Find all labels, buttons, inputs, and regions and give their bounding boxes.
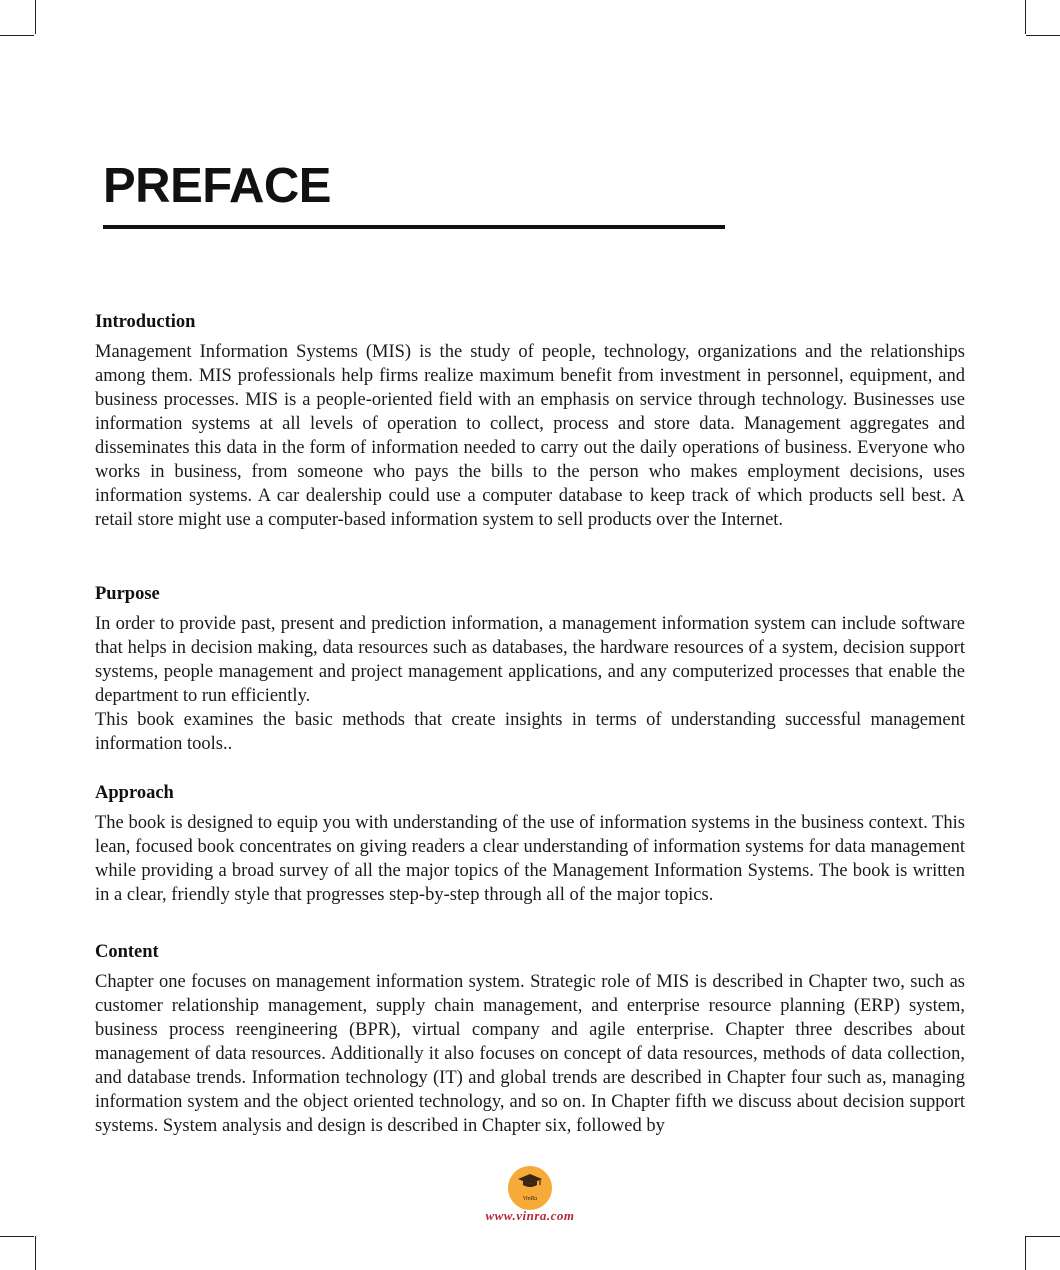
section-approach (95, 781, 965, 907)
crop-mark-bottom-right-horizontal (1026, 1236, 1060, 1237)
graduation-cap-icon (517, 1173, 543, 1196)
section-heading-introduction: Introduction (95, 312, 196, 332)
crop-mark-top-left-horizontal (0, 35, 34, 36)
crop-mark-bottom-right-vertical (1025, 1236, 1026, 1270)
approach-paragraph: The book is designed to equip you with understanding of the use of information systems in the business context. This lean, focused book concentrates on giving readers a clear understanding of information systems for data management while providing a broad survey of all the major topics of the Management Information Systems. The book is written in a clear, friendly style that progresses step-by-step through all of the major topics. (95, 813, 965, 905)
crop-mark-top-left-vertical (35, 0, 36, 34)
content-paragraph: Chapter one focuses on management information system. Strategic role of MIS is described in Chapter two, such as customer relationship management, supply chain management, and enterprise resource planning (ERP) system, business process reengineering (BPR), virtual company and agile enterprise. Chapter three describes about management of data resources. Additionally it also focuses on concept of data resources, methods of data collection, and database trends. Information technology (IT) and global trends are described in Chapter four such as, managing information system and the object oriented technology, and so on. In Chapter fifth we discuss about decision support systems. System analysis and design is described in Chapter six, followed by (95, 972, 965, 1136)
section-content (95, 940, 965, 1138)
purpose-paragraph-2: This book examines the basic methods that create insights in terms of understanding successful management information tools.. (95, 710, 965, 754)
section-purpose (95, 582, 965, 756)
purpose-paragraph-1: In order to provide past, present and prediction information, a management information system can include software that helps in decision making, data resources such as databases, the hardware resources of a system, decision support systems, people management and project management applications, and any computerized processes that enable the department to run efficiently. (95, 614, 965, 706)
section-heading-content: Content (95, 942, 159, 962)
section-introduction (95, 310, 965, 532)
publisher-url[interactable]: www.vinra.com (485, 1208, 575, 1223)
title-underline (103, 225, 725, 229)
crop-mark-bottom-left-vertical (35, 1236, 36, 1270)
logo-text: VinRa (522, 1196, 538, 1202)
crop-mark-top-right-vertical (1025, 0, 1026, 34)
crop-mark-top-right-horizontal (1026, 35, 1060, 36)
page-title: PREFACE (103, 159, 331, 213)
introduction-paragraph: Management Information Systems (MIS) is the study of people, technology, organizations and the relationships among them. MIS professionals help firms realize maximum benefit from investment in personnel, equipment, and business processes. MIS is a people-oriented field with an emphasis on service through technology. Businesses use information systems at all levels of operation to collect, process and store data. Management aggregates and disseminates this data in the form of information needed to carry out the daily operations of business. Everyone who works in business, from someone who pays the bills to the person who makes employment decisions, uses information systems. A car dealership could use a computer database to keep track of which products sell best. A retail store might use a computer-based information system to sell products over the Internet. (95, 342, 965, 530)
crop-mark-bottom-left-horizontal (0, 1236, 34, 1237)
section-heading-approach: Approach (95, 783, 174, 803)
section-heading-purpose: Purpose (95, 584, 160, 604)
publisher-logo (508, 1166, 552, 1210)
